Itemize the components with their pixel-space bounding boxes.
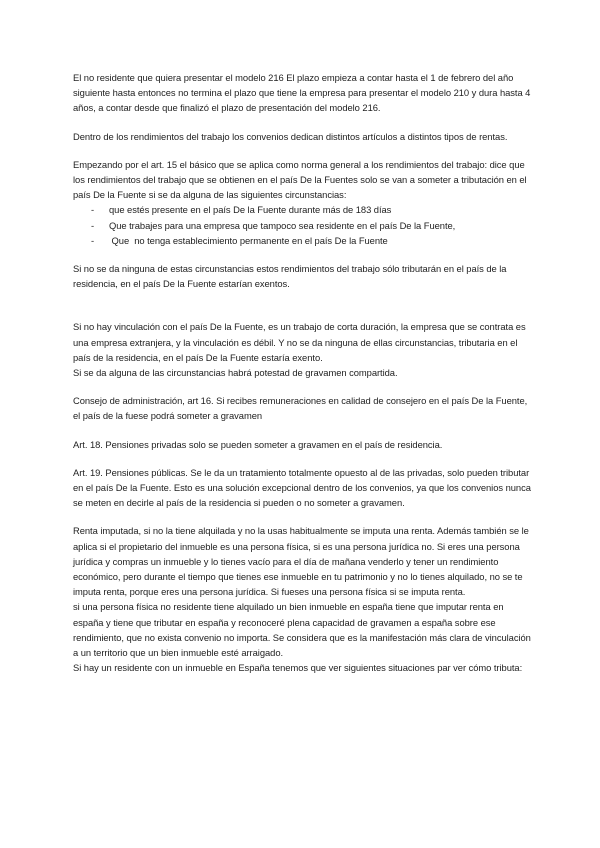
paragraph-renta-imputada: Renta imputada, si no la tiene alquilada y no la usas habitualmente se imputa una renta. Además también se le aplica si el propietario del inmueble es una persona física, si es una persona jurídica no. Si eres una persona jurídica y compras un inmueble y lo tienes vacío para el día de mañana venderlo y tener un rendimiento económico, pero durante el tiempo que tienes ese inmueble en tu patrimonio y no lo tienes alquilado, no se te imputa renta, porque eres una persona jurídica. Si fueses una persona física si se imputa renta. bbox=[73, 525, 529, 598]
list-item bbox=[73, 233, 533, 248]
paragraph-rendimientos-trabajo: Dentro de los rendimientos del trabajo los convenios dedican distintos artículos a distintos tipos de rentas. bbox=[73, 130, 508, 142]
paragraph-residente-inmueble: Si hay un residente con un inmueble en España tenemos que ver siguientes situaciones par ver cómo tributa: bbox=[73, 662, 523, 674]
document-page bbox=[73, 70, 533, 676]
paragraph-art-18: Art. 18. Pensiones privadas solo se pueden someter a gravamen en el país de residencia. bbox=[73, 438, 443, 450]
paragraph-vinculacion: Si no hay vinculación con el país De la Fuente, es un trabajo de corta duración, la empresa que se contrata es una empresa extranjera, y la vinculación es débil. Y no se da ninguna de ellas circunstancias, tributaria en el país de la residencia, en el país De la Fuente estaría exento. bbox=[73, 321, 526, 363]
list-item bbox=[73, 202, 533, 217]
paragraph-gravamen-compartida: Si se da alguna de las circunstancias habrá potestad de gravamen compartida. bbox=[73, 367, 398, 379]
list-dash: - bbox=[91, 234, 95, 246]
list-item-text: que estés presente en el país De la Fuente durante más de 183 días bbox=[109, 204, 392, 216]
list-dash: - bbox=[91, 204, 95, 216]
list-item-text: Que trabajes para una empresa que tampoco sea residente en el país De la Fuente, bbox=[109, 219, 456, 231]
circumstances-list bbox=[73, 202, 533, 248]
paragraph-exentos: Si no se da ninguna de estas circunstancias estos rendimientos del trabajo sólo tributarán en el país de la residencia, en el país De la Fuente estarían exentos. bbox=[73, 263, 507, 290]
paragraph-consejo-administracion: Consejo de administración, art 16. Si recibes remuneraciones en calidad de consejero en el país De la Fuente, el país de la fuese podrá someter a gravamen bbox=[73, 395, 528, 422]
paragraph-art-19: Art. 19. Pensiones públicas. Se le da un tratamiento totalmente opuesto al de las privadas, solo pueden tributar en el país De la Fuente. Esto es una solución excepcional dentro de los convenios, ya que los convenios nunca se meten en decirle al país de la residencia si pueden o no someter a gravamen. bbox=[73, 466, 531, 509]
list-item-text: Que no tenga establecimiento permanente en el país De la Fuente bbox=[109, 234, 388, 246]
list-item bbox=[73, 218, 533, 233]
paragraph-persona-fisica-no-residente: si una persona física no residente tiene alquilado un bien inmueble en españa tiene que imputar renta en españa y tiene que tributar en españa y reconoceré plena capacidad de gravamen a españa sobre ese rendimiento, que no exista convenio no importa. Se considera que es la manifestación más clara de vinculación a un territorio que un bien inmueble esté arraigado. bbox=[73, 601, 531, 659]
paragraph-modelo-216: El no residente que quiera presentar el modelo 216 El plazo empieza a contar hasta el 1 de febrero del año siguiente hasta entonces no termina el plazo que tiene la empresa para presentar el modelo 210 y dura hasta 4 años, a contar desde que finalizó el plazo de presentación del modelo 216. bbox=[73, 72, 531, 114]
paragraph-art-15: Empezando por el art. 15 el básico que se aplica como norma general a los rendimientos del trabajo: dice que los rendimientos del trabajo que se obtienen en el país De la Fuentes solo se van a someter a tributación en el país De la Fuente si se da alguna de las siguientes circunstancias: bbox=[73, 158, 527, 201]
list-dash: - bbox=[91, 219, 95, 231]
